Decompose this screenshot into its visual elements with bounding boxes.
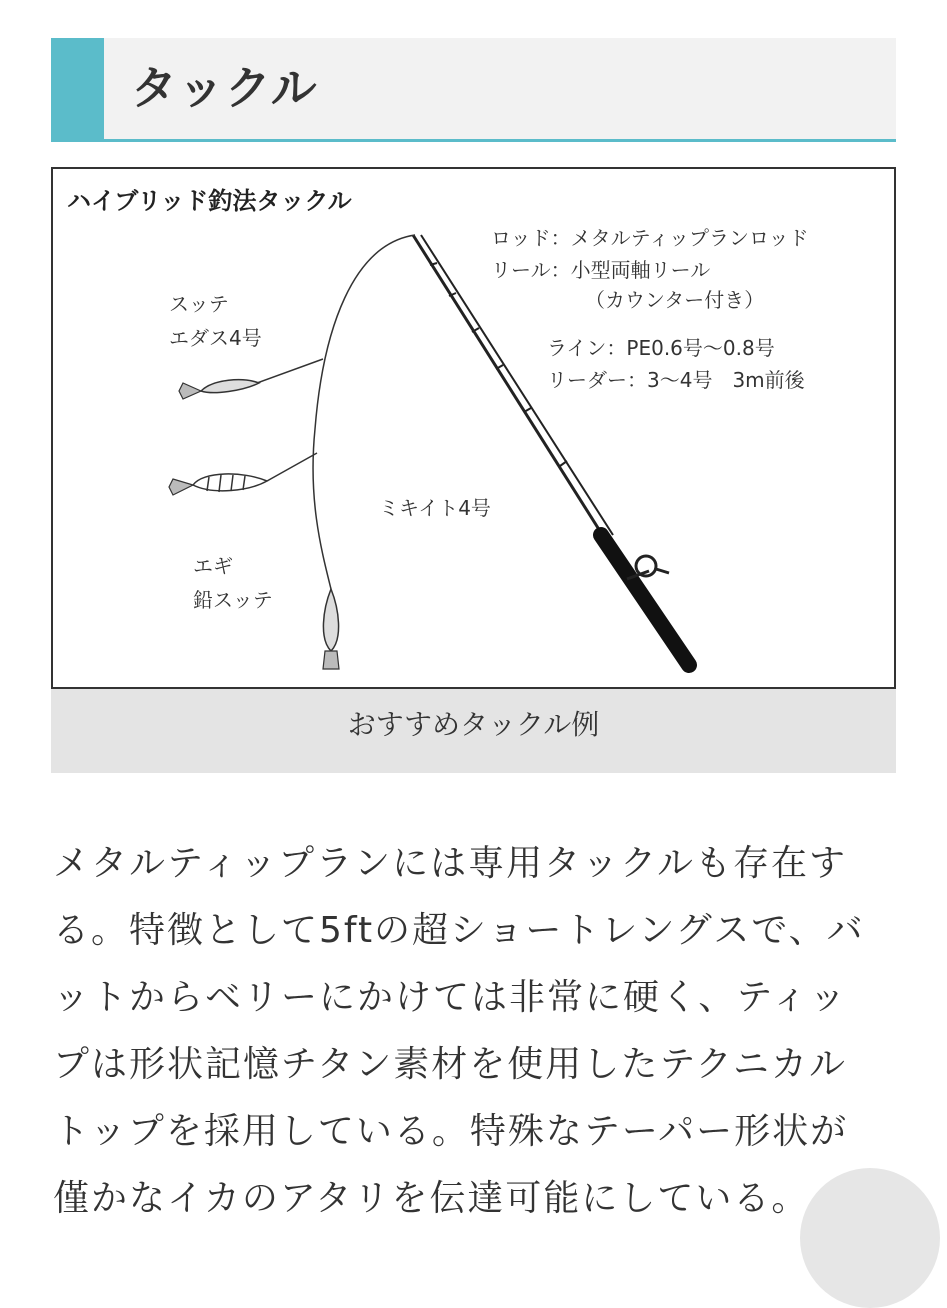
label-sutte: スッテ — [169, 292, 229, 316]
label-lead-sutte: 鉛スッテ — [193, 588, 273, 612]
branch-line-upper — [257, 359, 323, 383]
spec-reel-note: （カウンター付き） — [585, 288, 765, 312]
spec-line: ライン：PE0.6号〜0.8号 — [547, 336, 775, 360]
label-mikito: ミキイト4号 — [379, 496, 491, 520]
label-edasu: エダス4号 — [169, 326, 262, 350]
tackle-diagram — [51, 167, 896, 689]
diagram-title: ハイブリッド釣法タックル — [67, 187, 352, 215]
section-title: タックル — [131, 61, 318, 115]
heading-accent-bar — [51, 38, 104, 139]
sutte-lure-icon — [179, 380, 259, 399]
section-heading — [51, 38, 896, 142]
label-egi: エギ — [193, 554, 233, 578]
scroll-top-button[interactable] — [800, 1168, 940, 1308]
spec-leader: リーダー：3〜4号 3m前後 — [547, 368, 805, 392]
tackle-illustration — [53, 169, 894, 687]
branch-line-lower — [267, 453, 317, 481]
figure-caption-bar — [51, 689, 896, 773]
main-line — [313, 235, 415, 589]
body-paragraph: メタルティップランには専用タックルも存在する。特徴として5ftの超ショートレングスで、バットからベリーにかけては非常に硬く、ティップは形状記憶チタン素材を使用したテクニカルトップを採用している。特殊なテーパー形状が僅かなイカのアタリを伝達可能にしている。 — [53, 843, 865, 1219]
spec-reel: リール：小型両軸リール — [491, 258, 711, 282]
lead-sutte-lure-icon — [323, 589, 339, 669]
egi-lure-icon — [169, 474, 267, 495]
figure-caption: おすすめタックル例 — [347, 708, 600, 741]
spec-rod: ロッド：メタルティップランロッド — [491, 226, 809, 250]
